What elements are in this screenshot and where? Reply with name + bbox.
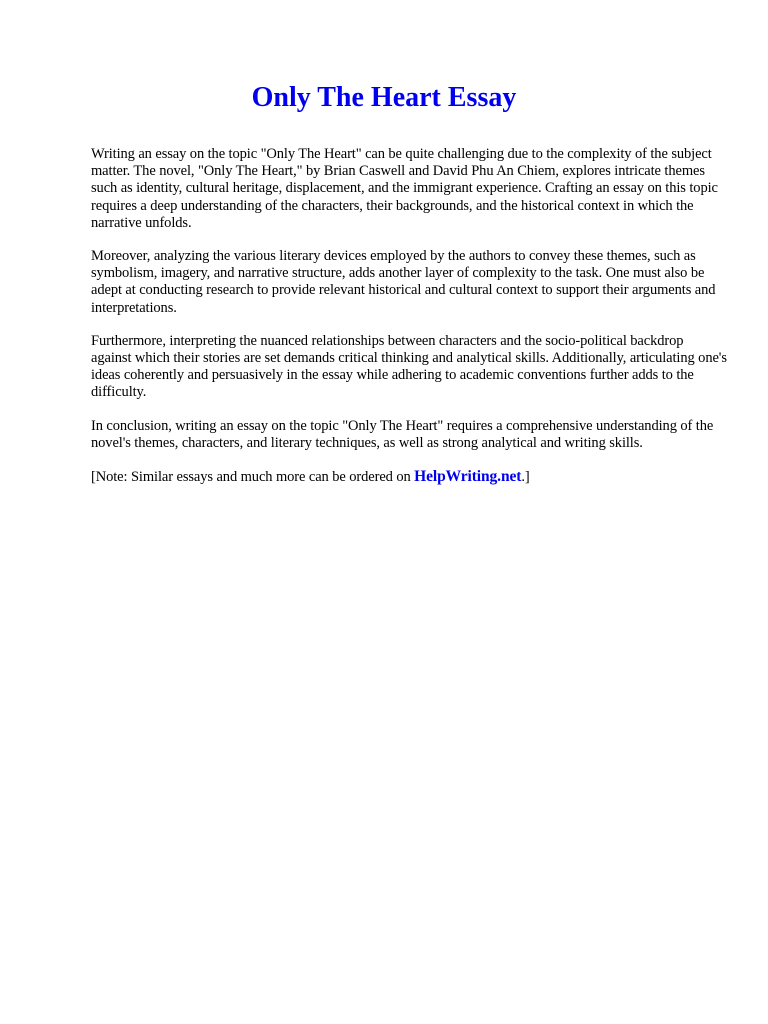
page-title: Only The Heart Essay (251, 82, 517, 113)
essay-body (91, 146, 727, 502)
note-prefix: [Note: Similar essays and much more can be ordered on (91, 469, 415, 486)
helpwriting-link[interactable]: HelpWriting.net (414, 468, 522, 486)
paragraph-1: Writing an essay on the topic "Only The Heart" can be quite challenging due to the complexity of the subject matter. The novel, "Only The Heart," by Brian Caswell and David Phu An Chiem, explores intricate themes such as identity, cultural heritage, displacement, and the immigrant experience. Crafting an essay on this topic requires a deep understanding of the characters, their backgrounds, and the historical context in which the narrative unfolds. (91, 146, 718, 231)
paragraph-3: Furthermore, interpreting the nuanced relationships between characters and the socio-political backdrop against which their stories are set demands critical thinking and analytical skills. Additionally, articulating one's ideas coherently and persuasively in the essay while adhering to academic conventions further adds to the difficulty. (91, 332, 727, 401)
paragraph-4: In conclusion, writing an essay on the topic "Only The Heart" requires a comprehensive understanding of the novel's themes, characters, and literary techniques, as well as strong analytical and writing skills. (91, 417, 714, 451)
order-note (91, 468, 727, 486)
note-suffix: .] (521, 469, 530, 486)
paragraph-2: Moreover, analyzing the various literary devices employed by the authors to convey these themes, such as symbolism, imagery, and narrative structure, adds another layer of complexity to the task. One must also be adept at conducting research to provide relevant historical and cultural context to support their arguments and interpretations. (91, 248, 716, 316)
